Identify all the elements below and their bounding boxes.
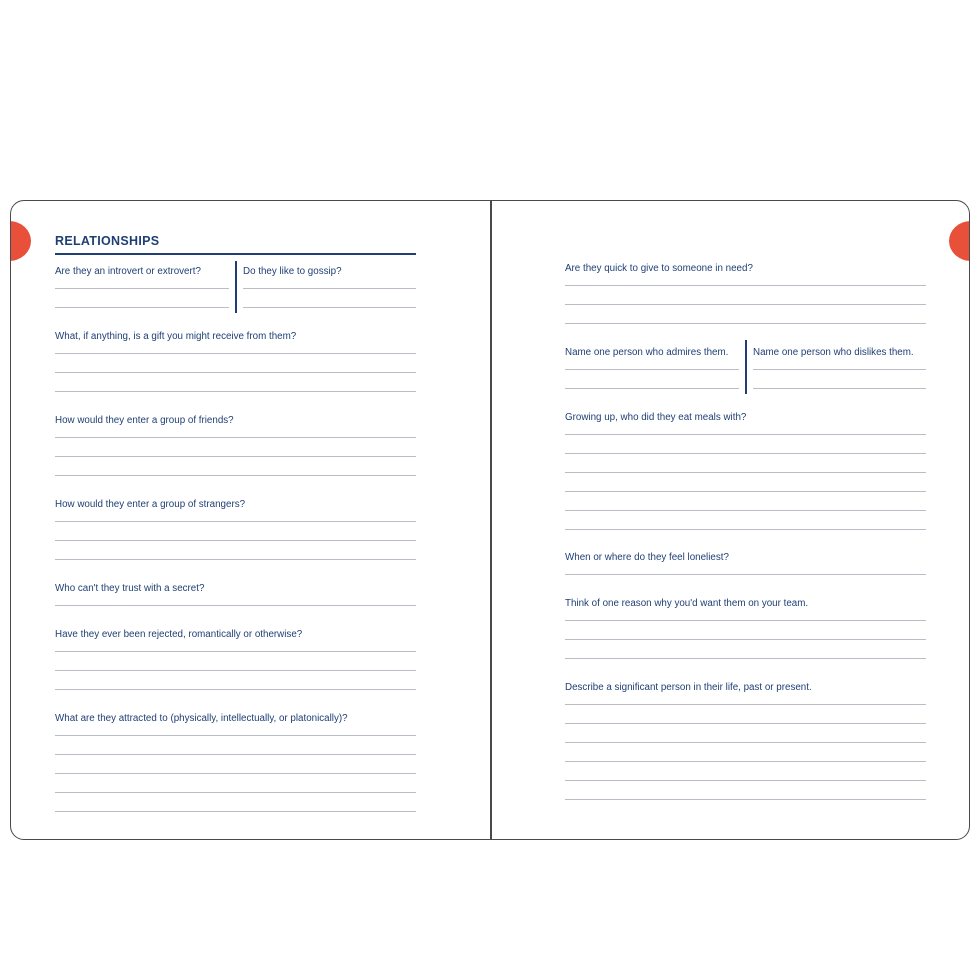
question-block (55, 494, 416, 512)
paired-question-row (565, 342, 926, 394)
answer-line[interactable] (55, 540, 416, 541)
answer-line[interactable] (55, 372, 416, 373)
question-label: Name one person who admires them. (565, 347, 729, 358)
answer-line[interactable] (565, 388, 739, 389)
answer-line[interactable] (565, 723, 926, 724)
answer-line[interactable] (55, 670, 416, 671)
answer-line[interactable] (565, 491, 926, 492)
answer-line[interactable] (55, 391, 416, 392)
question-label: Describe a significant person in their life, past or present. (565, 682, 812, 693)
spine-divider (490, 201, 492, 839)
question-label: How would they enter a group of strangers? (55, 499, 246, 510)
question-block (565, 677, 926, 695)
paired-question-left (565, 342, 739, 394)
answer-line[interactable] (55, 651, 416, 652)
answer-line[interactable] (243, 307, 416, 308)
answer-line[interactable] (565, 704, 926, 705)
question-label: Growing up, who did they eat meals with? (565, 412, 747, 423)
question-block (565, 593, 926, 611)
question-block (55, 624, 416, 642)
question-label: Who can't they trust with a secret? (55, 583, 205, 594)
answer-line[interactable] (55, 437, 416, 438)
question-label: What, if anything, is a gift you might receive from them? (55, 331, 297, 342)
answer-line[interactable] (55, 559, 416, 560)
notebook-spread (10, 200, 970, 840)
left-bookmark-tab (10, 221, 31, 261)
question-label: Are they quick to give to someone in need? (565, 263, 753, 274)
answer-line[interactable] (565, 574, 926, 575)
right-page (565, 201, 926, 839)
answer-line[interactable] (55, 353, 416, 354)
answer-line[interactable] (753, 369, 926, 370)
question-label: Have they ever been rejected, romantically or otherwise? (55, 629, 303, 640)
question-block (55, 410, 416, 428)
question-block (55, 578, 416, 596)
answer-line[interactable] (243, 288, 416, 289)
answer-line[interactable] (565, 780, 926, 781)
question-block (565, 258, 926, 276)
question-block (565, 407, 926, 425)
answer-line[interactable] (565, 323, 926, 324)
left-page (55, 201, 416, 839)
column-divider (745, 340, 747, 394)
paired-question-right (243, 261, 416, 313)
answer-line[interactable] (565, 369, 739, 370)
answer-line[interactable] (565, 799, 926, 800)
answer-line[interactable] (565, 529, 926, 530)
column-divider (235, 261, 237, 313)
question-block (55, 708, 416, 726)
answer-line[interactable] (55, 773, 416, 774)
paired-question-left (55, 261, 229, 313)
paired-question-row (55, 261, 416, 313)
answer-line[interactable] (55, 475, 416, 476)
question-label: Name one person who dislikes them. (753, 347, 914, 358)
answer-line[interactable] (55, 521, 416, 522)
answer-line[interactable] (565, 434, 926, 435)
answer-line[interactable] (565, 761, 926, 762)
answer-line[interactable] (565, 472, 926, 473)
question-label: Think of one reason why you'd want them on your team. (565, 598, 809, 609)
right-bookmark-tab (949, 221, 970, 261)
heading-rule (55, 253, 416, 255)
question-label: Do they like to gossip? (243, 266, 342, 277)
answer-line[interactable] (55, 605, 416, 606)
page-heading: RELATIONSHIPS (55, 234, 160, 248)
answer-line[interactable] (565, 620, 926, 621)
answer-line[interactable] (565, 453, 926, 454)
answer-line[interactable] (565, 285, 926, 286)
answer-line[interactable] (55, 792, 416, 793)
answer-line[interactable] (55, 811, 416, 812)
answer-line[interactable] (565, 658, 926, 659)
answer-line[interactable] (55, 456, 416, 457)
answer-line[interactable] (753, 388, 926, 389)
answer-line[interactable] (565, 304, 926, 305)
question-block (565, 547, 926, 565)
answer-line[interactable] (565, 639, 926, 640)
answer-line[interactable] (55, 288, 229, 289)
answer-line[interactable] (55, 689, 416, 690)
answer-line[interactable] (55, 735, 416, 736)
question-label: What are they attracted to (physically, intellectually, or platonically)? (55, 713, 348, 724)
question-label: Are they an introvert or extrovert? (55, 266, 201, 277)
answer-line[interactable] (565, 742, 926, 743)
answer-line[interactable] (55, 307, 229, 308)
answer-line[interactable] (55, 754, 416, 755)
paired-question-right (753, 342, 926, 394)
answer-line[interactable] (565, 510, 926, 511)
question-block (55, 326, 416, 344)
question-label: When or where do they feel loneliest? (565, 552, 729, 563)
question-label: How would they enter a group of friends? (55, 415, 234, 426)
